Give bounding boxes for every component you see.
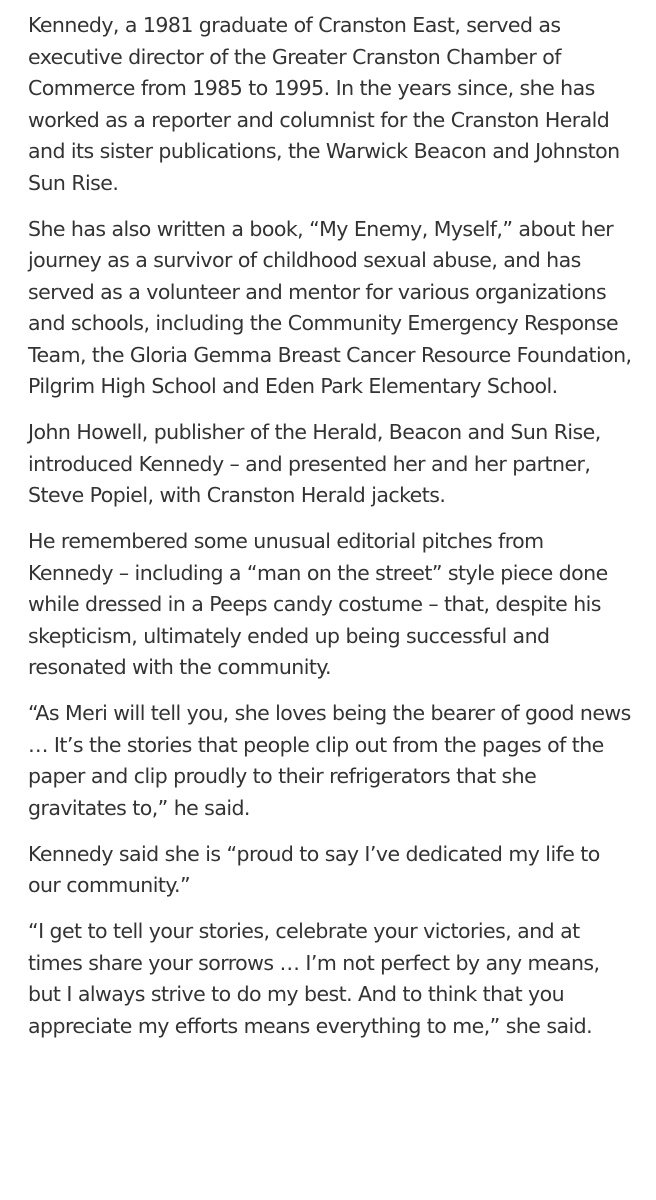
paragraph-book-and-volunteering: She has also written a book, “My Enemy, Myself,” about her journey as a survivor of childhood sexual abuse, and has served as a volunteer and mentor for various organizations and schools, including the Community Emergency Response Team, the Gloria Gemma Breast Cancer Resource Foundation, Pilgrim High School and Eden Park Elementary School. <box>28 216 632 398</box>
paragraph-kennedy-background: Kennedy, a 1981 graduate of Cranston East, served as executive director of the Greater Cranston Chamber of Commerce from 1985 to 1995. In the years since, she has worked as a reporter and columnist for the Cranston Herald and its sister publications, the Warwick Beacon and Johnston Sun Rise. <box>28 13 620 195</box>
paragraph-john-howell-introduction: John Howell, publisher of the Herald, Beacon and Sun Rise, introduced Kennedy – and presented her and her partner, Steve Popiel, with Cranston Herald jackets. <box>28 420 601 507</box>
paragraph-howell-quote: “As Meri will tell you, she loves being the bearer of good news … It’s the stories that people clip out from the pages of the paper and clip proudly to their refrigerators that she gravitates to,” he said. <box>28 701 631 820</box>
paragraph-kennedy-quote: “I get to tell your stories, celebrate your victories, and at times share your sorrows … I’m not perfect by any means, but I always strive to do my best. And to think that you appreciate my efforts means everything to me,” she said. <box>28 919 600 1038</box>
paragraph-kennedy-dedication: Kennedy said she is “proud to say I’ve dedicated my life to our community.” <box>28 841 600 897</box>
paragraph-editorial-pitches: He remembered some unusual editorial pitches from Kennedy – including a “man on the street” style piece done while dressed in a Peeps candy costume – that, despite his skepticism, ultimately ended up being successful and resonated with the community. <box>28 529 608 679</box>
